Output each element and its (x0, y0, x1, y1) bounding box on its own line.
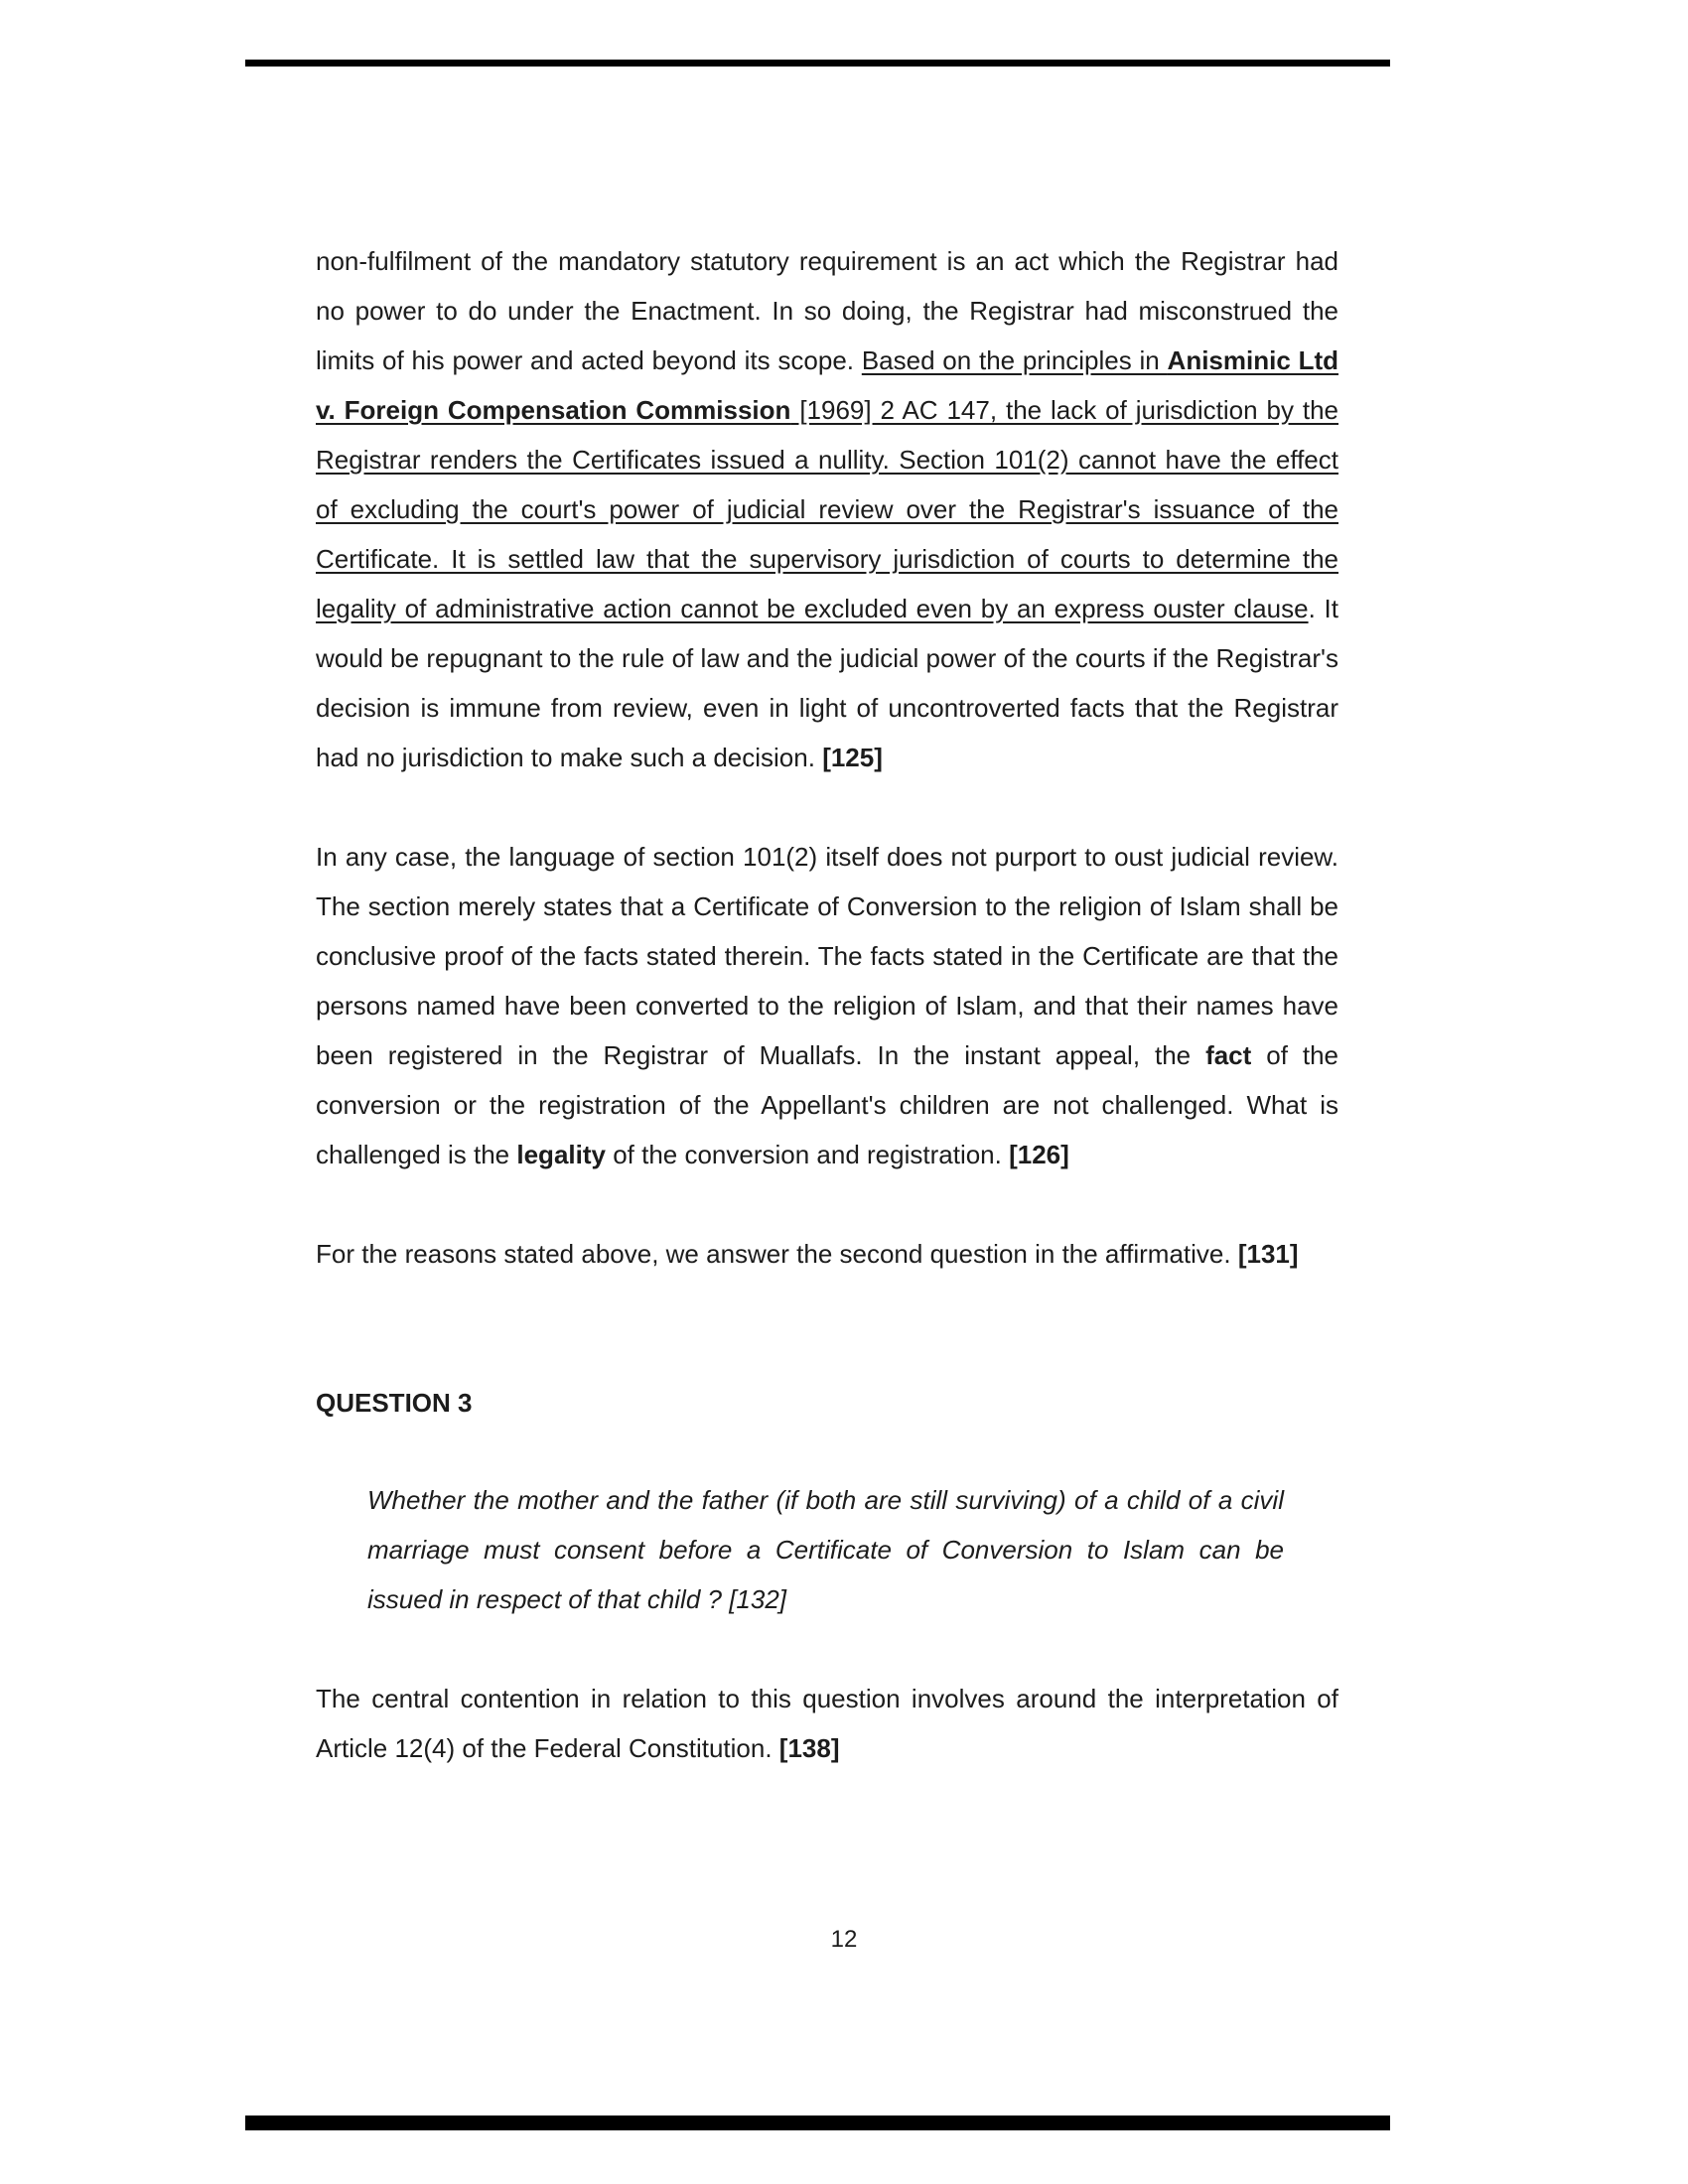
p1-underlined-2: [1969] 2 AC 147, the lack of jurisdiction by the Registrar renders the Certificates issued a nullity. Section 101(2) cannot have the effect of excluding the court's power of judicial review over the Registrar's issuance of the Certificate. It is settled law that the supervisory jurisdiction of courts to determine the legality of administrative action cannot be excluded even by an express ouster clause (316, 395, 1338, 623)
p3-text-1: For the reasons stated above, we answer the second question in the affirmative. (316, 1239, 1238, 1269)
section-heading: QUESTION 3 (316, 1388, 473, 1418)
p4-text-1: The central contention in relation to this question involves around the interpretation of Article 12(4) of the Federal Constitution. (316, 1684, 1338, 1763)
paragraph-2 (316, 832, 1338, 1179)
p2-bold-legality: legality (516, 1140, 606, 1169)
p1-underlined-passage (316, 345, 1338, 623)
p1-underlined-1: Based on the principles in (861, 345, 1168, 375)
paragraph-1 (316, 236, 1338, 782)
top-rule (245, 60, 1390, 67)
p3-reference: [131] (1237, 1239, 1299, 1269)
bottom-rule (245, 2116, 1390, 2130)
paragraph-3 (316, 1229, 1338, 1279)
p1-text-2: . It would be repugnant to the rule of law and the judicial power of the courts if the Registrar's decision is immune from review, even in light of uncontroverted facts that the Registrar had no jurisdiction to make such a decision. (316, 594, 1338, 772)
question-quote: Whether the mother and the father (if both are still surviving) of a child of a civil marriage must consent before a Certificate of Conversion to Islam can be issued in respect of that child ? [132] (367, 1485, 1284, 1614)
p2-text-1: In any case, the language of section 101(2) itself does not purport to oust judicial review. The section merely states that a Certificate of Conversion to the religion of Islam shall be conclusive proof of the facts stated therein. The facts stated in the Certificate are that the persons named have been converted to the religion of Islam, and that their names have been registered in the Registrar of Muallafs. In the instant appeal, the (316, 842, 1338, 1070)
page-number: 12 (830, 1926, 858, 1953)
p1-reference: [125] (822, 743, 883, 772)
p2-bold-fact: fact (1205, 1040, 1252, 1070)
document-body (316, 236, 1338, 1773)
p2-text-3: of the conversion and registration. (605, 1140, 1010, 1169)
p2-reference: [126] (1009, 1140, 1069, 1169)
p4-reference: [138] (778, 1733, 840, 1763)
p2-text-2: of the conversion or the registration of the Appellant's children are not challenged. What is challenged is the (316, 1040, 1338, 1169)
p1-text-1: non-fulfilment of the mandatory statutory requirement is an act which the Registrar had no power to do under the Enactment. In so doing, the Registrar had misconstrued the limits of his power and acted beyond its scope. (316, 246, 1338, 375)
case-name: Anisminic Ltd v. Foreign Compensation Commission (316, 345, 1338, 425)
paragraph-4 (316, 1674, 1338, 1773)
